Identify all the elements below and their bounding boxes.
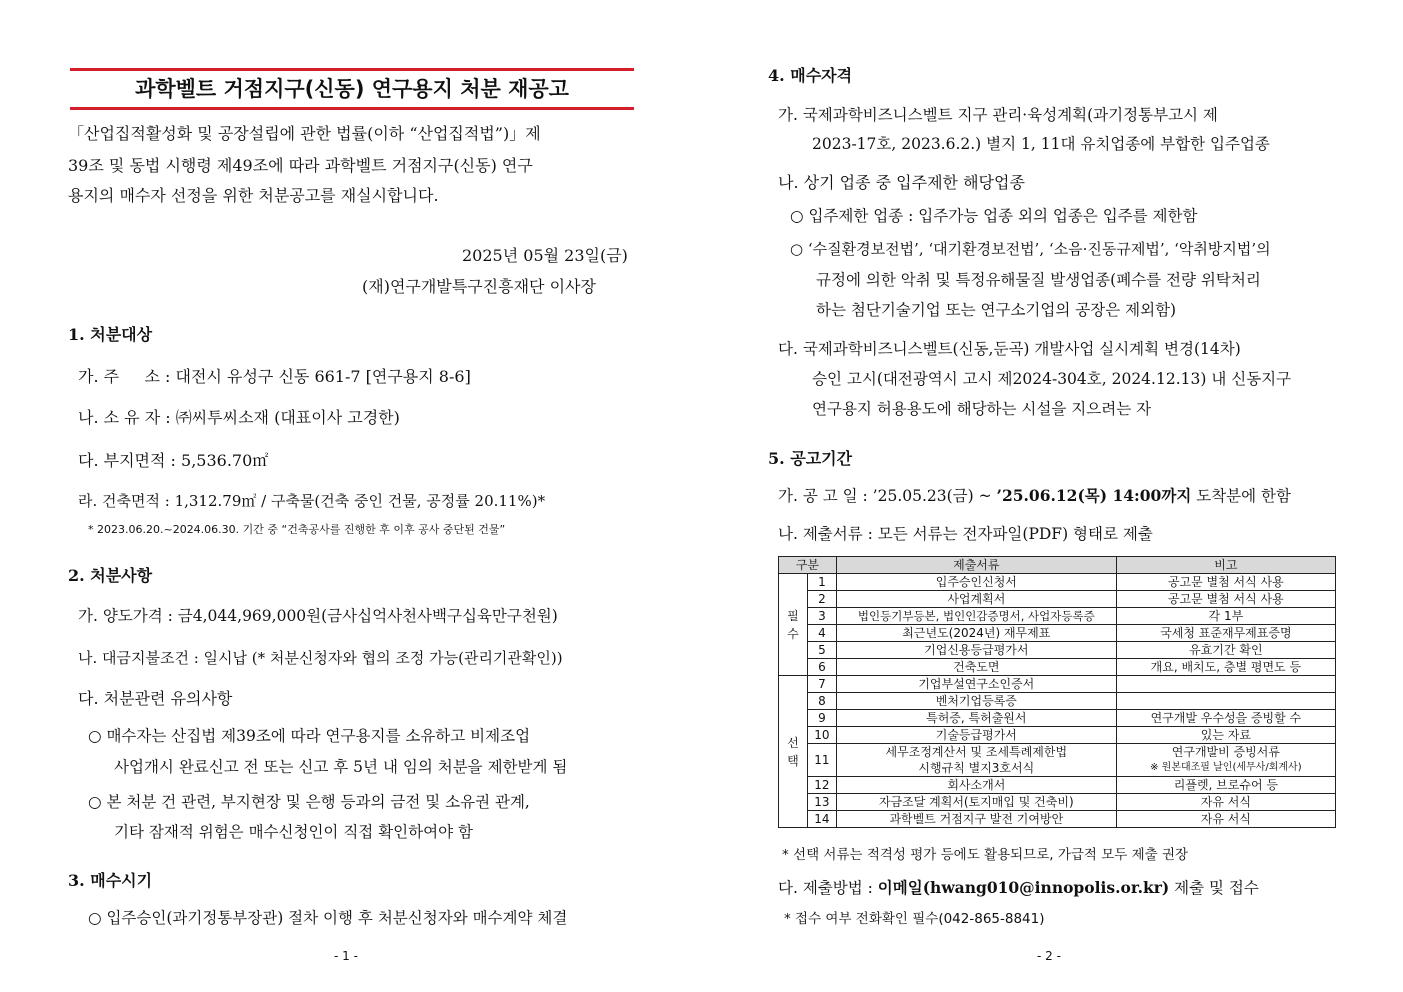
row-no: 13 xyxy=(807,794,836,811)
submission-email: 이메일(hwang010@innopolis.or.kr) xyxy=(877,878,1170,897)
page-number-2: - 2 - xyxy=(1037,949,1061,963)
row-no: 8 xyxy=(807,693,836,710)
intro-line-1: 「산업집적활성화 및 공장설립에 관한 법률(이하 “산업집적법”)」제 xyxy=(68,124,541,143)
s2-price: 가. 양도가격 : 금4,044,969,000원(금사십억사천사백구십육만구천원) xyxy=(78,607,558,625)
page-number-1: - 1 - xyxy=(334,949,358,963)
row-note-multi xyxy=(1116,744,1335,777)
row-no: 5 xyxy=(807,642,836,659)
row-doc: 벤처기업등록증 xyxy=(836,693,1116,710)
table-row xyxy=(779,659,1336,676)
row-no: 4 xyxy=(807,625,836,642)
row-note: 자유 서식 xyxy=(1116,794,1335,811)
table-row xyxy=(779,744,1336,777)
table-row xyxy=(779,710,1336,727)
table-row xyxy=(779,693,1336,710)
submission-prefix: 다. 제출방법 : xyxy=(778,879,878,897)
s1-building-area: 라. 건축면적 : 1,312.79㎡ / 구축물(건축 중인 건물, 공정률 20.11%)* xyxy=(78,492,546,510)
row-doc: 입주승인신청서 xyxy=(836,574,1116,591)
s1-address: 가. 주 소 : 대전시 유성구 신동 661-7 [연구용지 8-6] xyxy=(78,367,471,386)
table-row xyxy=(779,811,1336,828)
page-title: 과학벨트 거점지구(신동) 연구용지 처분 재공고 xyxy=(135,77,569,101)
header-remark: 비고 xyxy=(1116,557,1335,574)
row-note: 자유 서식 xyxy=(1116,811,1335,828)
s4-b2-line-1: ○ ‘수질환경보전법’, ‘대기환경보전법’, ‘소음·진동규제법’, ‘악취방지법’의 xyxy=(790,240,1271,258)
intro-line-2: 39조 및 동법 시행령 제49조에 따라 과학벨트 거점지구(신동) 연구 xyxy=(68,156,533,175)
table-row xyxy=(779,574,1336,591)
title-bottom-rule xyxy=(70,107,634,110)
table-row xyxy=(779,777,1336,794)
section-2-heading: 2. 처분사항 xyxy=(68,566,153,585)
row-note: 리플렛, 브로슈어 등 xyxy=(1116,777,1335,794)
group-required: 필 수 xyxy=(779,574,808,676)
row-note: 개요, 배치도, 층별 평면도 등 xyxy=(1116,659,1335,676)
row-doc-multi xyxy=(836,744,1116,777)
row-note: 연구개발 우수성을 증빙할 수 xyxy=(1116,710,1335,727)
row-no: 12 xyxy=(807,777,836,794)
notice-date: 2025년 05월 23일(금) xyxy=(462,246,628,265)
table-row xyxy=(779,591,1336,608)
row-no: 10 xyxy=(807,727,836,744)
s4-b2-line-3: 하는 첨단기술기업 또는 연구소기업의 공장은 제외함) xyxy=(816,301,1177,319)
intro-line-3: 용지의 매수자 선정을 위한 처분공고를 재실시합니다. xyxy=(68,186,439,205)
row-note: 공고문 별첨 서식 사용 xyxy=(1116,591,1335,608)
submission-suffix: 제출 및 접수 xyxy=(1169,879,1259,897)
s2-note-1-line-2: 사업개시 완료신고 전 또는 신고 후 5년 내 임의 처분을 제한받게 됨 xyxy=(114,758,568,776)
s5-documents: 나. 제출서류 : 모든 서류는 전자파일(PDF) 형태로 제출 xyxy=(778,525,1153,543)
s4-a-line-2: 2023-17호, 2023.6.2.) 별지 1, 11대 유치업종에 부합한 입주업종 xyxy=(812,135,1270,153)
row-doc: 회사소개서 xyxy=(836,777,1116,794)
title-box xyxy=(70,68,634,110)
row-note: 공고문 별첨 서식 사용 xyxy=(1116,574,1335,591)
row-doc: 특허증, 특허출원서 xyxy=(836,710,1116,727)
row-note: 있는 자료 xyxy=(1116,727,1335,744)
table-row xyxy=(779,625,1336,642)
section-4-heading: 4. 매수자격 xyxy=(768,66,853,85)
row-doc: 건축도면 xyxy=(836,659,1116,676)
row-no: 1 xyxy=(807,574,836,591)
row-doc: 기업신용등급평가서 xyxy=(836,642,1116,659)
s1-site-area: 다. 부지면적 : 5,536.70㎡ xyxy=(78,451,269,470)
row-no: 11 xyxy=(807,744,836,777)
row-no: 9 xyxy=(807,710,836,727)
row-no: 6 xyxy=(807,659,836,676)
row-note: 유효기간 확인 xyxy=(1116,642,1335,659)
s5-period-suffix: 도착분에 한함 xyxy=(1191,487,1291,505)
row-no: 7 xyxy=(807,676,836,693)
section-5-heading: 5. 공고기간 xyxy=(768,449,853,468)
s2-notes-heading: 다. 처분관련 유의사항 xyxy=(78,689,233,708)
s2-payment: 나. 대금지불조건 : 일시납 (* 처분신청자와 협의 조정 가능(관리기관확인)) xyxy=(78,649,563,667)
row-doc: 기업부설연구소인증서 xyxy=(836,676,1116,693)
row-no: 14 xyxy=(807,811,836,828)
s1-owner: 나. 소 유 자 : ㈜씨투씨소재 (대표이사 고경한) xyxy=(78,408,400,427)
s4-b1: ○ 입주제한 업종 : 입주가능 업종 외의 업종은 입주를 제한함 xyxy=(790,207,1198,225)
row-doc-line-2: 시행규칙 별지3호서식 xyxy=(918,761,1035,775)
row-doc: 법인등기부등본, 법인인감증명서, 사업자등록증 xyxy=(836,608,1116,625)
issuer: (재)연구개발특구진흥재단 이사장 xyxy=(362,277,596,296)
row-no: 2 xyxy=(807,591,836,608)
s4-c-line-2: 승인 고시(대전광역시 고시 제2024-304호, 2024.12.13) 내 신동지구 xyxy=(812,370,1292,388)
table-row xyxy=(779,794,1336,811)
s2-note-2-line-2: 기타 잠재적 위험은 매수신청인이 직접 확인하여야 함 xyxy=(114,823,473,841)
phone-note: * 접수 여부 전화확인 필수(042-865-8841) xyxy=(784,911,1045,927)
title-top-rule xyxy=(70,68,634,71)
table-footnote: * 선택 서류는 적격성 평가 등에도 활용되므로, 가급적 모두 제출 권장 xyxy=(782,847,1189,863)
row-note xyxy=(1116,676,1335,693)
s4-c-line-3: 연구용지 허용용도에 해당하는 시설을 지으려는 자 xyxy=(812,400,1152,418)
row-note-line-1: 연구개발비 증빙서류 xyxy=(1171,745,1280,759)
s1-footnote: * 2023.06.20.~2024.06.30. 기간 중 “건축공사를 진행한 후 이후 공사 중단된 건물” xyxy=(88,523,506,536)
header-category: 구분 xyxy=(779,557,837,574)
table-header-row xyxy=(779,557,1336,574)
table-row xyxy=(779,676,1336,693)
row-note: 각 1부 xyxy=(1116,608,1335,625)
group-optional: 선 택 xyxy=(779,676,808,828)
page-1 xyxy=(0,0,701,992)
s5-period-deadline: ’25.06.12(목) 14:00까지 xyxy=(996,486,1192,505)
s4-c-line-1: 다. 국제과학비즈니스벨트(신동,둔곡) 개발사업 실시계획 변경(14차) xyxy=(778,340,1241,358)
section-3-heading: 3. 매수시기 xyxy=(68,871,153,890)
s3-timing: ○ 입주승인(과기정통부장관) 절차 이행 후 처분신청자와 매수계약 체결 xyxy=(88,909,568,927)
table-row xyxy=(779,642,1336,659)
s2-note-2-line-1: ○ 본 처분 건 관련, 부지현장 및 은행 등과의 금전 및 소유권 관계, xyxy=(88,793,530,811)
documents-table xyxy=(778,556,1336,828)
row-doc: 사업계획서 xyxy=(836,591,1116,608)
s2-note-1-line-1: ○ 매수자는 산집법 제39조에 따라 연구용지를 소유하고 비제조업 xyxy=(88,727,531,745)
row-doc: 자금조달 계획서(토지매입 및 건축비) xyxy=(836,794,1116,811)
s4-a-line-1: 가. 국제과학비즈니스벨트 지구 관리·육성계획(과기정통부고시 제 xyxy=(778,106,1218,124)
s4-b2-line-2: 규정에 의한 악취 및 특정유해물질 발생업종(폐수를 전량 위탁처리 xyxy=(816,271,1261,289)
row-note-line-2: ※ 원본대조필 날인(세무사/회계사) xyxy=(1150,762,1302,773)
s5-period-prefix: 가. 공 고 일 : ’25.05.23(금) ~ xyxy=(778,487,997,505)
row-doc: 과학벨트 거점지구 발전 기여방안 xyxy=(836,811,1116,828)
submission-method xyxy=(778,878,1259,898)
section-1-heading: 1. 처분대상 xyxy=(68,325,153,344)
header-document: 제출서류 xyxy=(836,557,1116,574)
row-note xyxy=(1116,693,1335,710)
s5-period xyxy=(778,486,1291,506)
s4-b: 나. 상기 업종 중 입주제한 해당업종 xyxy=(778,173,1025,192)
row-doc: 최근년도(2024년) 재무제표 xyxy=(836,625,1116,642)
row-doc: 기술등급평가서 xyxy=(836,727,1116,744)
row-note: 국세청 표준재무제표증명 xyxy=(1116,625,1335,642)
row-no: 3 xyxy=(807,608,836,625)
table-row xyxy=(779,608,1336,625)
row-doc-line-1: 세무조정계산서 및 조세특례제한법 xyxy=(885,745,1068,759)
table-row xyxy=(779,727,1336,744)
